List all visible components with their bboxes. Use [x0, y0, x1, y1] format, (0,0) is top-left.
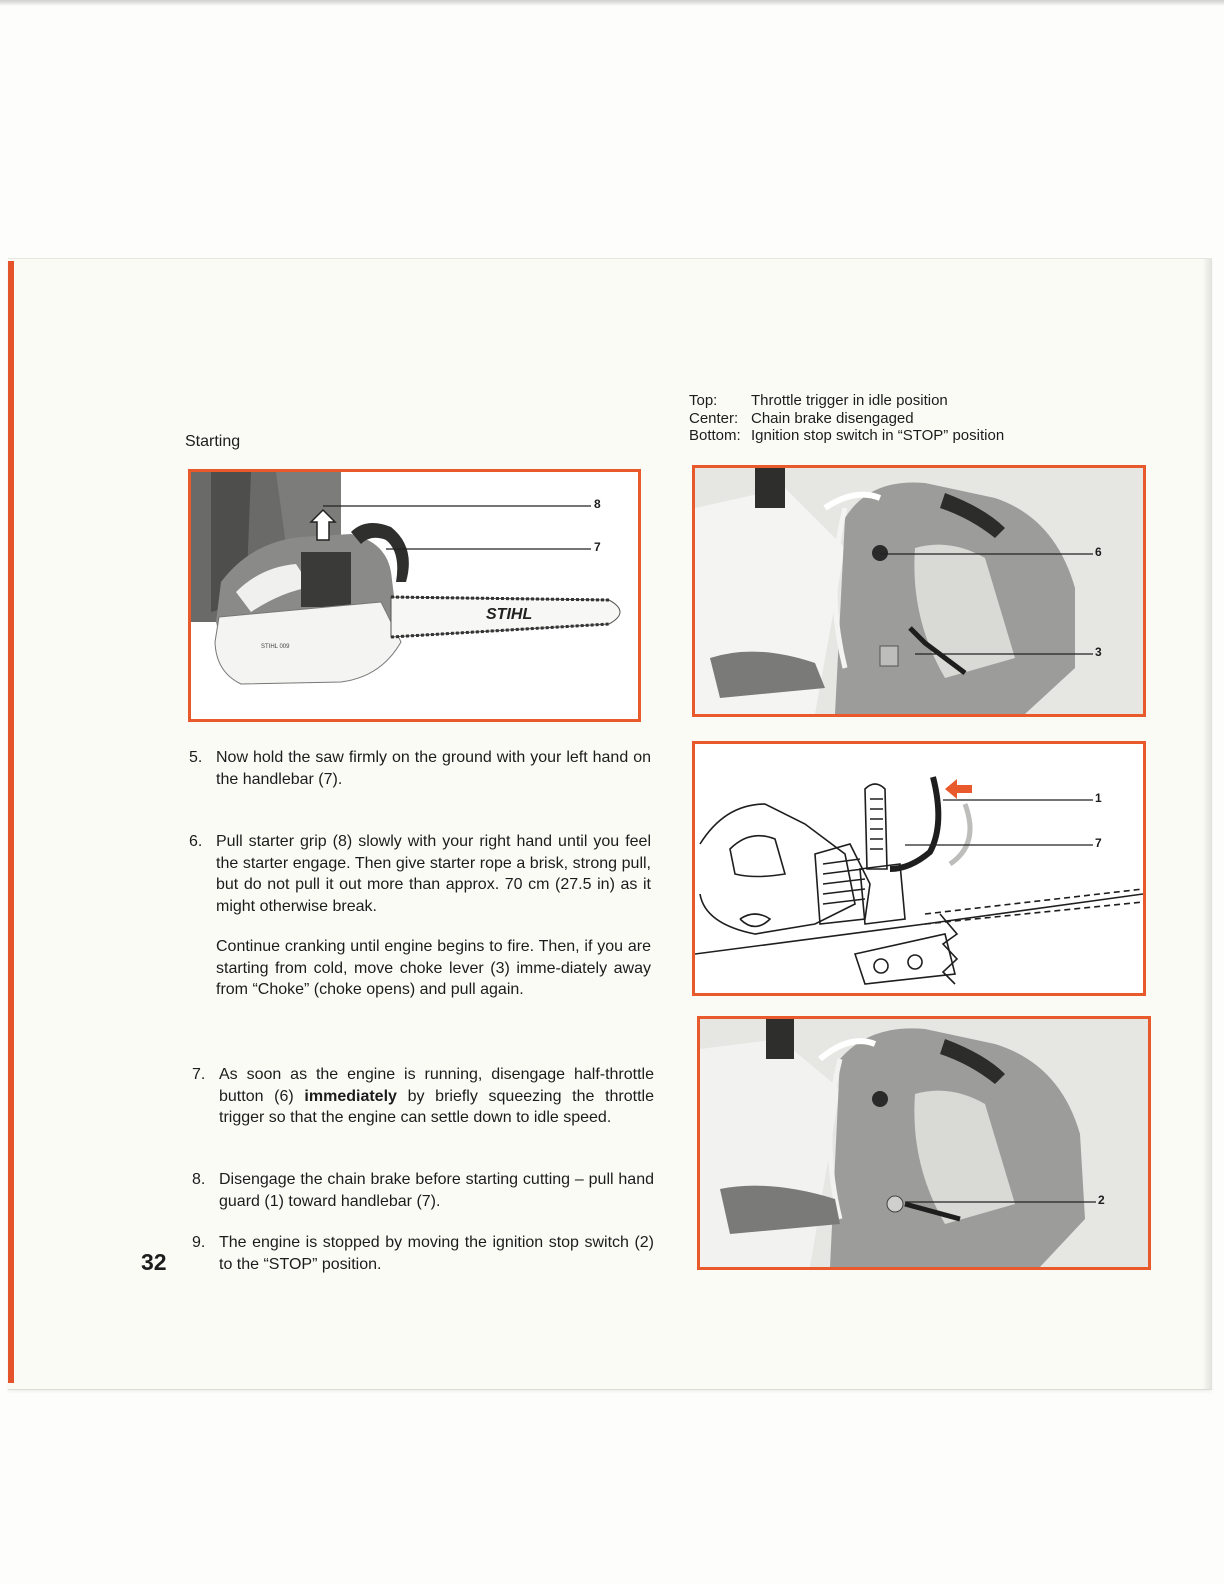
- callout-3: 3: [1095, 645, 1102, 659]
- callout-2: 2: [1098, 1193, 1105, 1207]
- caption-bottom-text: Ignition stop switch in “STOP” position: [751, 427, 1005, 444]
- callout-7: 7: [594, 540, 601, 554]
- page-binding-shadow: [1202, 259, 1212, 1389]
- figure-center-chain-brake: [692, 741, 1146, 996]
- emphasis-immediately: immediately: [304, 1087, 397, 1105]
- figure-caption: [689, 392, 1004, 445]
- step-6: [189, 831, 651, 917]
- chain-brake-illustration: [695, 744, 1143, 993]
- step-number: 6.: [189, 833, 203, 850]
- caption-top-label: Top:: [689, 392, 718, 409]
- step-text: Continue cranking until engine begins to fire. Then, if you are starting from cold, move choke lever (3) imme-diately away from “Choke” (choke opens) and pull again.: [216, 938, 651, 998]
- step-text: Disengage the chain brake before starting cutting – pull hand guard (1) toward handlebar (7).: [219, 1171, 654, 1210]
- step-5: [189, 747, 651, 790]
- step-text: The engine is stopped by moving the ignition stop switch (2) to the “STOP” position.: [219, 1234, 654, 1273]
- section-title: Starting: [185, 433, 241, 450]
- saw-model-text: STIHL 009: [261, 644, 290, 650]
- throttle-illustration: [695, 468, 1143, 714]
- callout-7-center: 7: [1095, 836, 1102, 850]
- page-number: 32: [141, 1249, 167, 1275]
- figure-starting: [188, 469, 641, 722]
- figure-top-throttle: [692, 465, 1146, 717]
- caption-bottom-label: Bottom:: [689, 427, 741, 444]
- caption-center-label: Center:: [689, 409, 739, 427]
- manual-page: [8, 258, 1212, 1390]
- caption-center-text: Chain brake disengaged: [751, 409, 914, 427]
- scan-top-shadow: [0, 0, 1224, 6]
- step-text: Now hold the saw firmly on the ground with your left hand on the handlebar (7).: [216, 749, 651, 788]
- step-7: [192, 1064, 654, 1129]
- caption-top-text: Throttle trigger in idle position: [751, 392, 948, 409]
- step-6-continued: [189, 936, 651, 1001]
- step-number: 8.: [192, 1171, 206, 1188]
- figure-bottom-stop-switch: [697, 1016, 1151, 1270]
- step-number: 5.: [189, 749, 203, 766]
- step-number: 7.: [192, 1066, 206, 1083]
- callout-8: 8: [594, 497, 601, 511]
- step-number: 9.: [192, 1234, 206, 1251]
- step-9: [192, 1232, 654, 1275]
- step-text: As soon as the engine is running, disengage half-throttle button (6) immediately by briefly squeezing the throttle trigger so that the engine can settle down to idle speed.: [219, 1066, 655, 1126]
- page-edge-stripe: [8, 261, 14, 1383]
- callout-1: 1: [1095, 791, 1102, 805]
- step-8: [192, 1169, 654, 1212]
- stihl-brand-text: STIHL: [486, 606, 533, 623]
- starting-illustration: [191, 472, 638, 719]
- stop-switch-illustration: [700, 1019, 1148, 1267]
- callout-6: 6: [1095, 545, 1102, 559]
- step-text: Pull starter grip (8) slowly with your right hand until you feel the starter engage. Then give starter rope a brisk, strong pull, but do not pull it out more than approx. 70 cm (27.5 in) as it might otherwise break.: [216, 833, 651, 915]
